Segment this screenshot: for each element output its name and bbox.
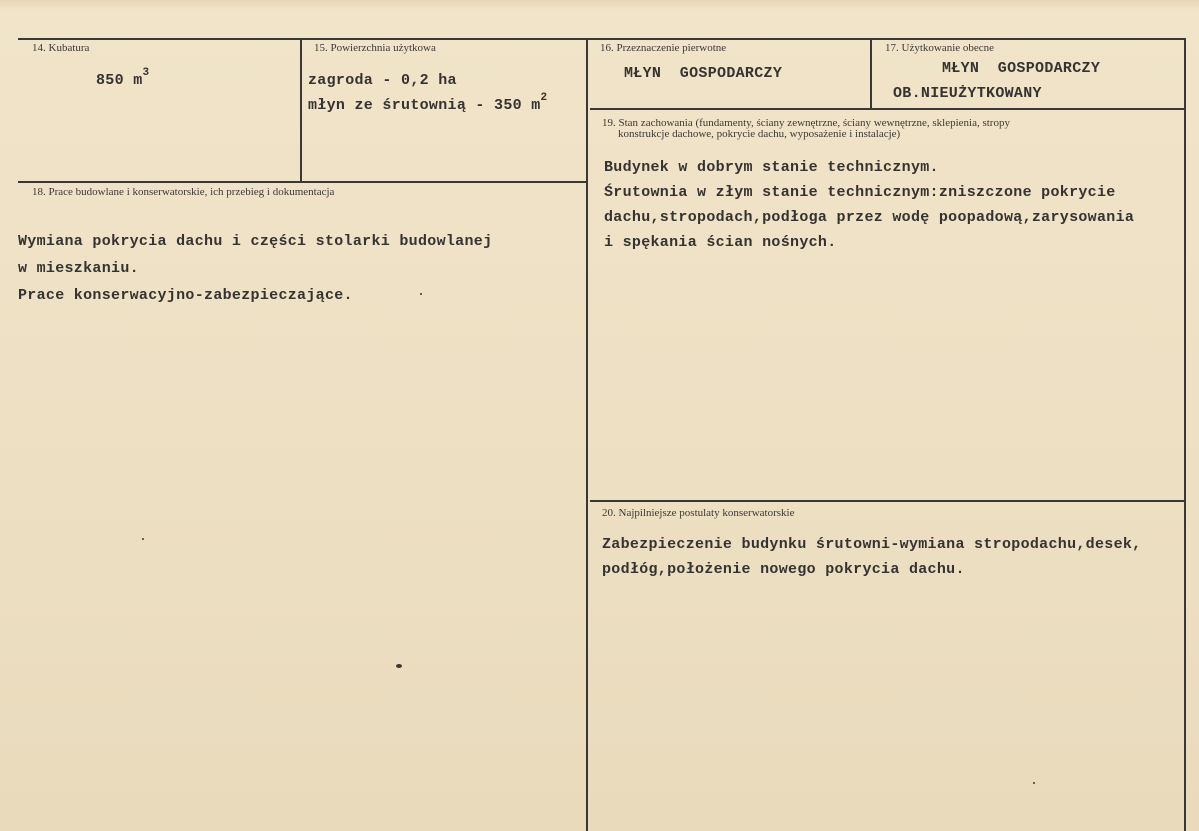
field-20-label: 20. Najpilniejsze postulaty konserwatorskie [602,507,795,519]
field-18-label: 18. Prace budowlane i konserwatorskie, ich przebieg i dokumentacja [32,186,335,198]
field-17-label: 17. Użytkowanie obecne [885,42,995,54]
rule-under-19 [590,500,1186,502]
paper-speck [1033,782,1035,784]
field-15-line-2-exponent: 2 [540,92,548,104]
field-14-value-exponent: 3 [142,67,150,79]
field-19-line: Budynek w dobrym stanie technicznym. [604,159,939,176]
field-18-line: Wymiana pokrycia dachu i części stolarki budowlanej [18,233,493,250]
field-19-label-line-2: konstrukcje dachowe, pokrycie dachu, wyposażenie i instalacje) [618,128,901,140]
field-14-value [96,67,150,89]
field-17-line-1: MŁYN GOSPODARCZY [942,60,1101,77]
divider-16-17 [870,38,872,109]
field-14-label: 14. Kubatura [32,42,90,54]
top-rule [18,38,1184,40]
rule-under-16-17 [590,108,1186,110]
divider-14-15 [300,38,302,181]
field-19-label-line-1: 19. Stan zachowania (fundamenty, ściany zewnętrzne, ściany wewnętrzne, sklepienia, stropy [602,117,1010,129]
paper-speck [142,538,144,540]
field-14-value-text: 850 m [96,72,143,89]
field-20-line: podłóg,położenie nowego pokrycia dachu. [602,561,965,578]
field-19-line: i spękania ścian nośnych. [604,234,837,251]
paper-speck [420,293,422,295]
rule-under-14-15 [18,181,588,183]
main-vertical-divider [586,38,588,831]
field-17-line-2: OB.NIEUŻYTKOWANY [893,85,1042,102]
field-19-text [604,155,1134,255]
right-border [1184,38,1186,831]
field-18-line: Prace konserwacyjno-zabezpieczające. [18,287,353,304]
field-15-line-2-text: młyn ze śrutownią - 350 m [308,97,541,114]
field-15-line-2 [308,92,548,114]
field-16-value: MŁYN GOSPODARCZY [624,65,783,82]
field-20-line: Zabezpieczenie budynku śrutowni-wymiana stropodachu,desek, [602,536,1142,553]
field-19-line: dachu,stropodach,podłoga przez wodę poopadową,zarysowania [604,209,1135,226]
field-16-label: 16. Przeznaczenie pierwotne [600,42,727,54]
field-20-text [602,532,1141,582]
field-19-line: Śrutownia w złym stanie technicznym:zniszczone pokrycie [604,184,1116,201]
field-15-label: 15. Powierzchnia użytkowa [314,42,436,54]
field-18-text [18,228,492,309]
field-18-line: w mieszkaniu. [18,260,139,277]
field-15-line-1: zagroda - 0,2 ha [308,72,457,89]
paper-speck [396,664,402,668]
